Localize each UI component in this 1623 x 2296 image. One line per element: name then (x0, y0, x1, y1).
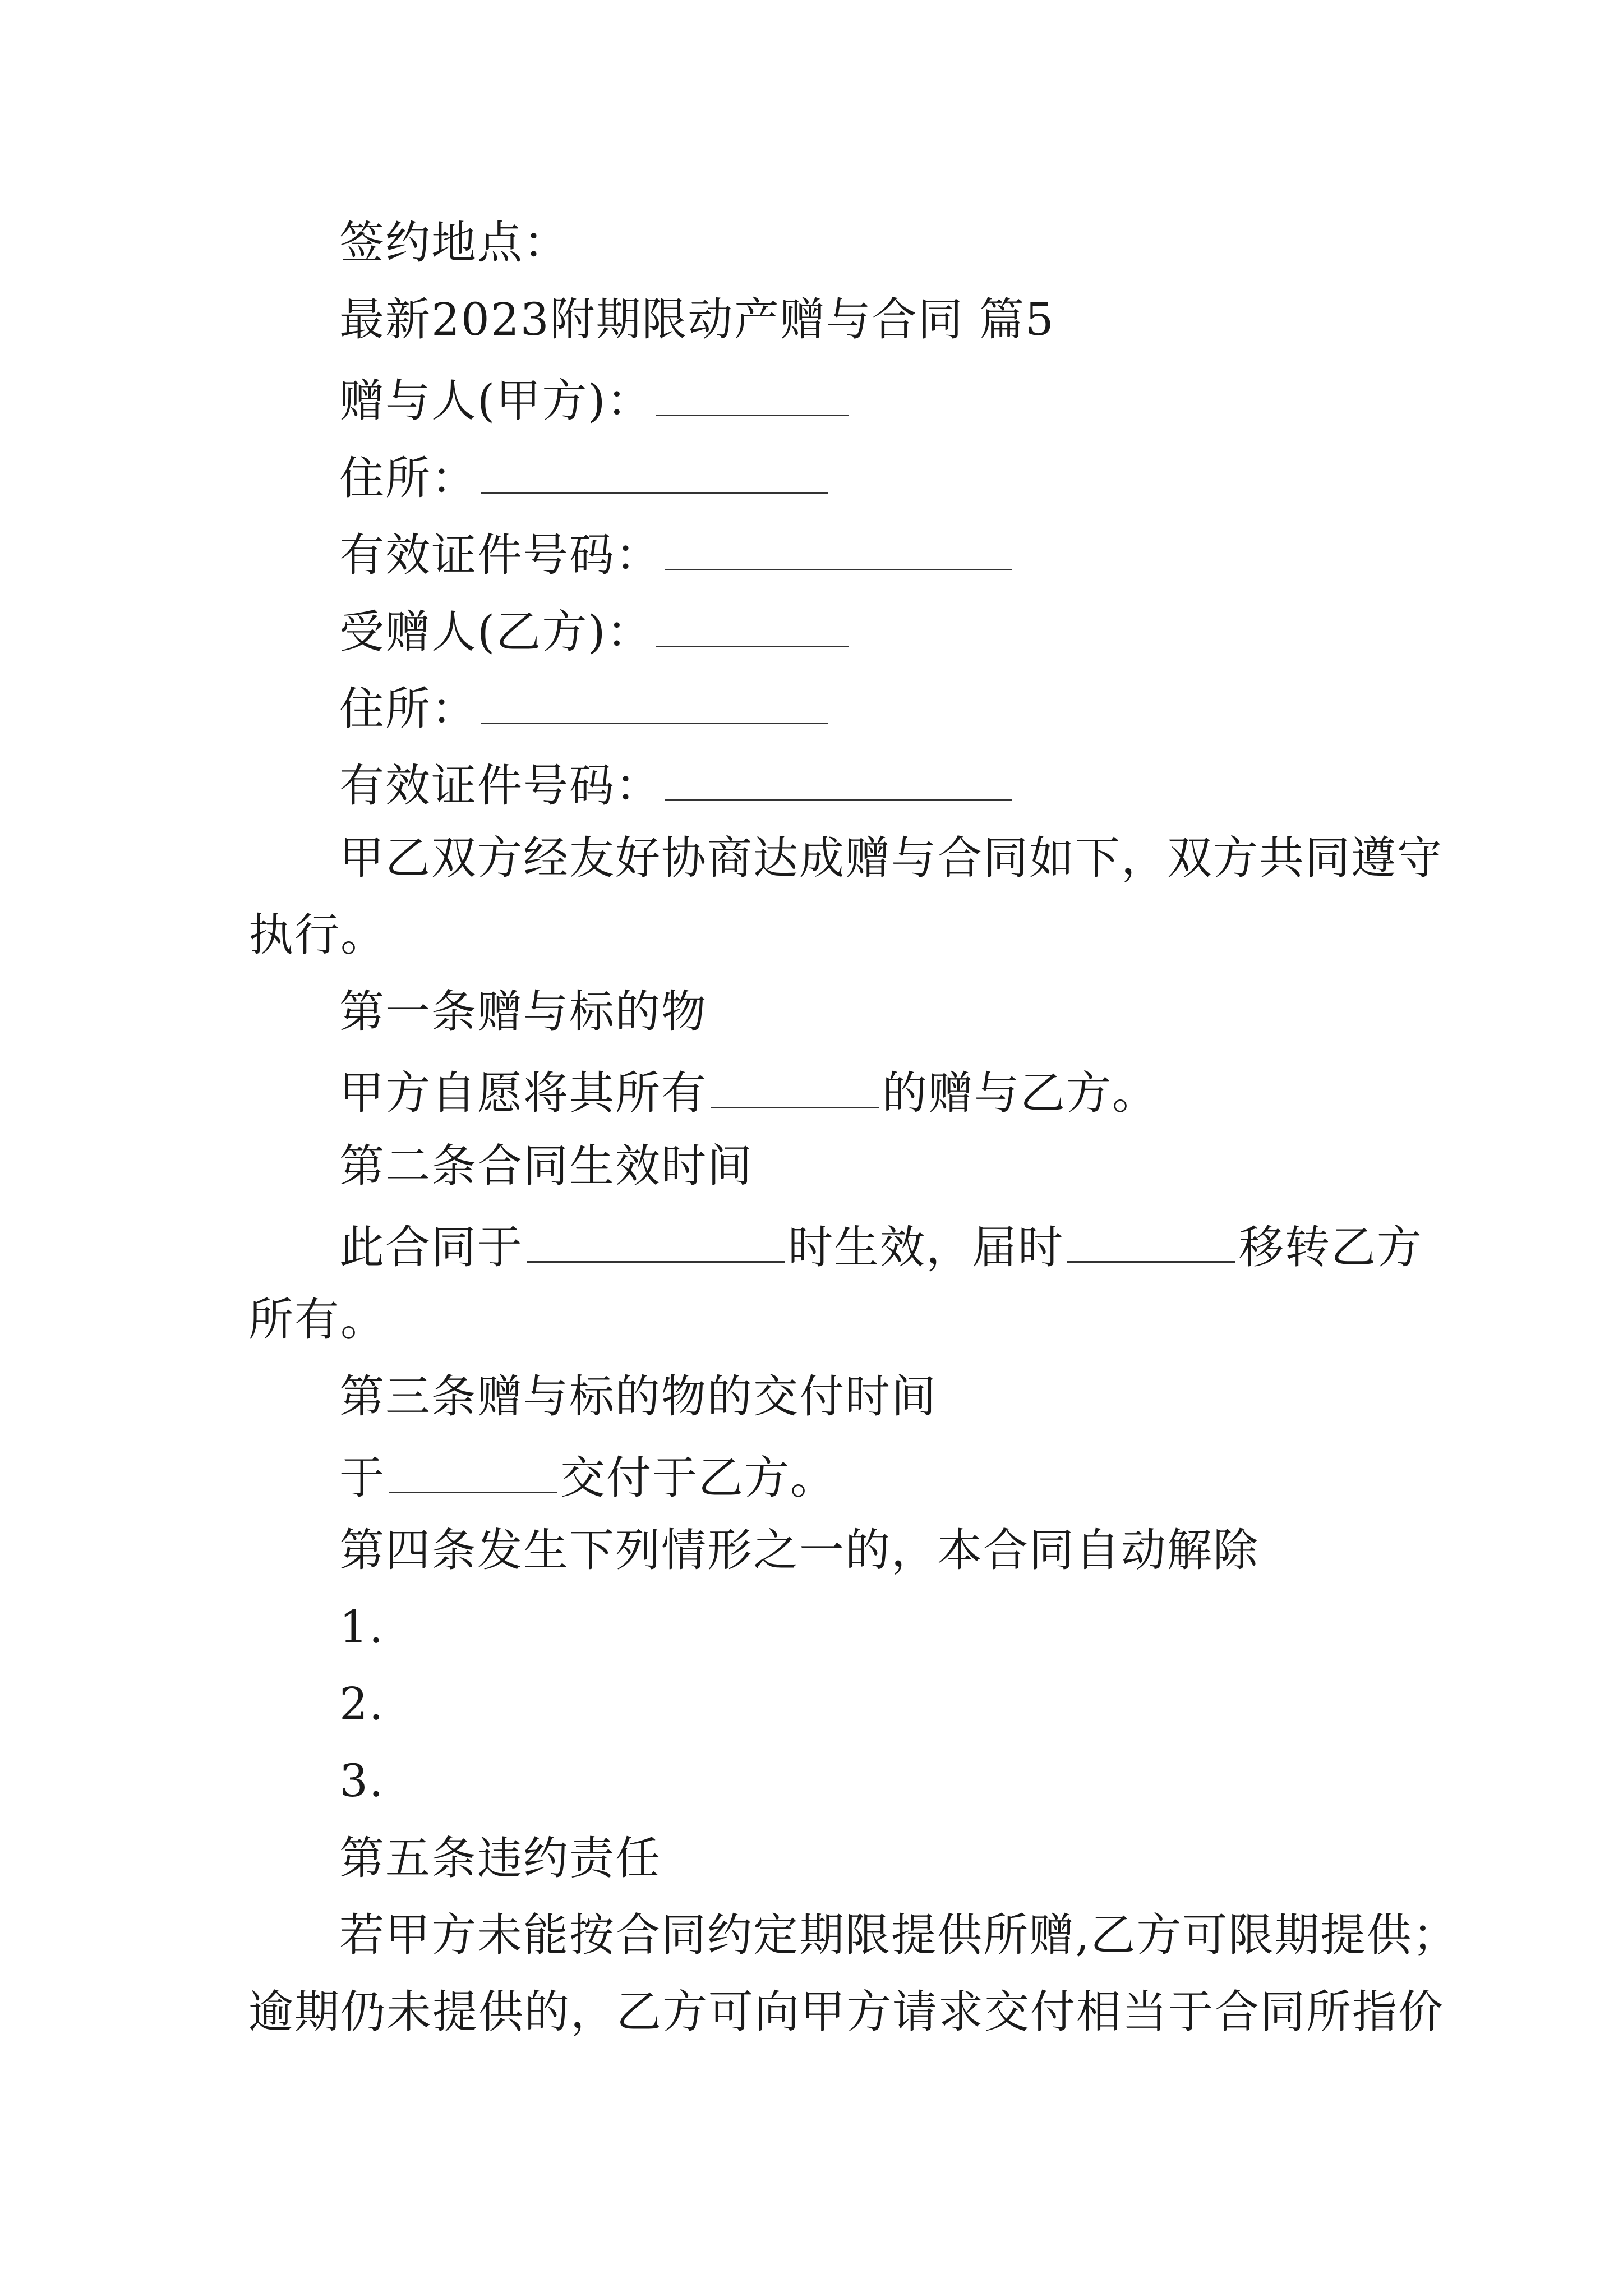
donor-id-field (339, 528, 1016, 581)
article-1-text-b: 的赠与乙方。 (882, 1067, 1158, 1119)
signing-place-label: 签约地点： (339, 217, 569, 269)
donor-address-field (339, 452, 832, 504)
list-item-3: 3. (339, 1755, 385, 1807)
article-3-body (339, 1451, 836, 1504)
article-5-body-line-1: 若甲方未能按合同约定期限提供所赠,乙方可限期提供； (339, 1909, 1459, 1961)
list-item-2: 2. (339, 1678, 385, 1730)
donee-label: 受赠人(乙方)： (339, 606, 653, 658)
donee-address-field (339, 682, 832, 735)
donee-id-blank (665, 759, 1012, 801)
donor-address-blank (481, 452, 828, 494)
list-item-1: 1. (339, 1601, 385, 1653)
transfer-item-blank (1067, 1221, 1235, 1263)
article-4-heading: 第四条发生下列情形之一的，本合同自动解除 (339, 1524, 1259, 1576)
article-5-heading: 第五条违约责任 (339, 1832, 661, 1884)
delivery-time-blank (389, 1451, 557, 1493)
donor-address-label: 住所： (339, 452, 477, 504)
donor-blank (656, 374, 849, 416)
article-3-heading: 第三条赠与标的物的交付时间 (339, 1370, 937, 1423)
donee-id-field (339, 759, 1016, 812)
donee-address-label: 住所： (339, 683, 477, 735)
donor-id-label: 有效证件号码： (339, 529, 661, 581)
article-2-text-b: 时生效，届时 (788, 1221, 1064, 1273)
article-2-body-line-1 (339, 1221, 1423, 1273)
donor-label: 赠与人(甲方)： (339, 375, 653, 427)
section-title: 最新2023附期限动产赠与合同 篇5 (339, 293, 1055, 346)
article-2-text-a: 此合同于 (339, 1221, 523, 1273)
article-3-text-b: 交付于乙方。 (560, 1452, 836, 1504)
donee-field (339, 605, 852, 658)
donor-id-blank (665, 528, 1012, 570)
article-2-heading: 第二条合同生效时间 (339, 1140, 753, 1192)
donee-address-blank (481, 682, 828, 724)
article-1-text-a: 甲方自愿将其所有 (339, 1067, 707, 1119)
preamble-line-1: 甲乙双方经友好协商达成赠与合同如下，双方共同遵守 (339, 832, 1443, 884)
article-3-text-a: 于 (339, 1452, 385, 1504)
donor-field (339, 374, 852, 427)
article-2-text-c: 移转乙方 (1239, 1221, 1423, 1273)
article-2-body-line-2: 所有。 (248, 1294, 386, 1346)
article-5-body-line-2: 逾期仍未提供的，乙方可向甲方请求交付相当于合同所指价 (248, 1986, 1444, 2038)
preamble-line-2: 执行。 (248, 909, 386, 961)
article-1-body (339, 1066, 1158, 1119)
donee-id-label: 有效证件号码： (339, 760, 661, 812)
effective-time-blank (527, 1221, 785, 1263)
article-1-heading: 第一条赠与标的物 (339, 986, 707, 1038)
donee-blank (656, 605, 849, 647)
gift-item-blank (711, 1066, 879, 1108)
